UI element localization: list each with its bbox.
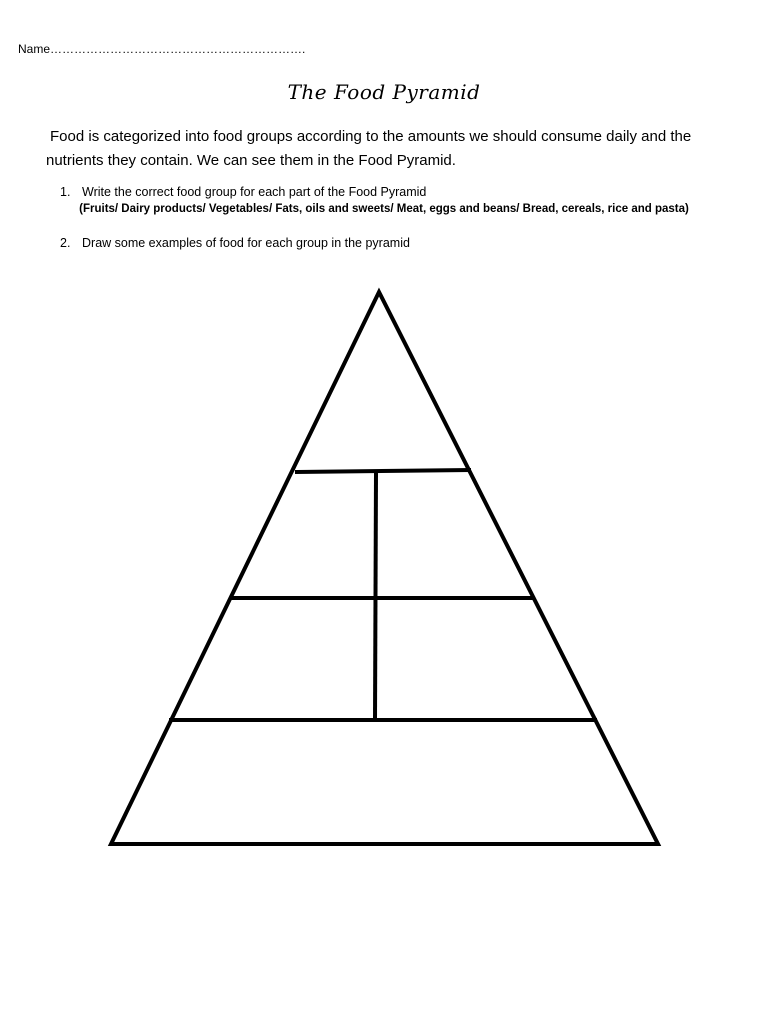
instruction-2-number: 2. xyxy=(60,236,71,250)
pyramid-divider-top xyxy=(297,470,469,472)
pyramid-divider-vertical xyxy=(375,474,376,719)
pyramid-section-third-left[interactable] xyxy=(172,600,374,718)
page-title: The Food Pyramid xyxy=(287,80,481,104)
instruction-1-number: 1. xyxy=(60,185,71,199)
name-field-line[interactable]: Name………………………………………………………. xyxy=(18,42,306,56)
food-group-options: (Fruits/ Dairy products/ Vegetables/ Fats, oils and sweets/ Meat, eggs and beans/ Bread, cereals, rice and pasta) xyxy=(79,203,689,215)
intro-text: Food is categorized into food groups according to the amounts we should consume daily and the nutrients they contain. We can see them in the Food Pyramid. xyxy=(46,128,692,169)
pyramid-section-third-right[interactable] xyxy=(378,600,594,718)
pyramid-section-base[interactable] xyxy=(113,722,655,842)
pyramid-section-top[interactable] xyxy=(297,300,469,470)
pyramid-section-second-right[interactable] xyxy=(378,474,532,596)
instruction-1-text: Write the correct food group for each part of the Food Pyramid xyxy=(82,185,427,199)
pyramid-section-second-left[interactable] xyxy=(233,474,374,596)
instruction-2-text: Draw some examples of food for each group in the pyramid xyxy=(82,236,410,250)
